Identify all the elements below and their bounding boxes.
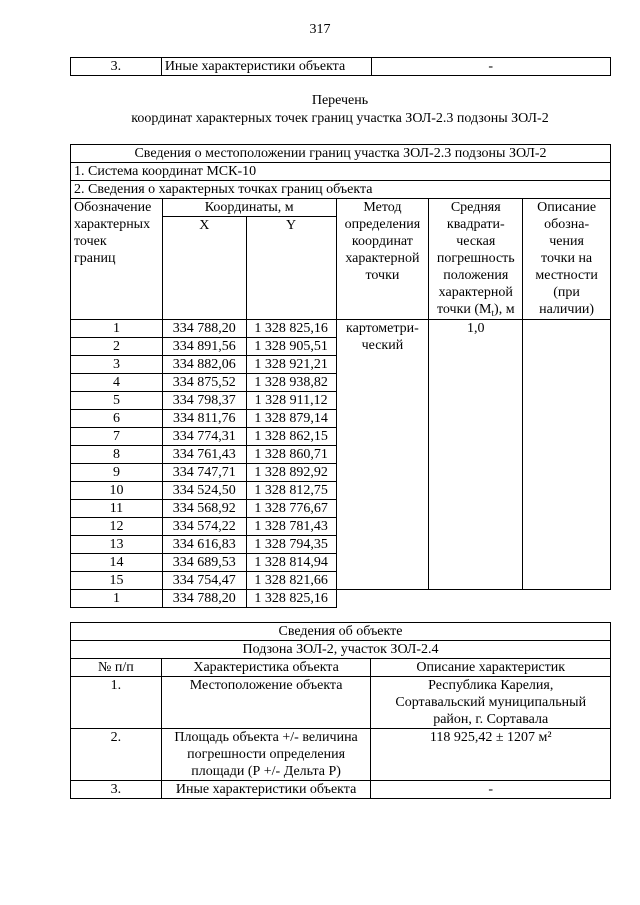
header-line: точки [365,268,400,283]
coord-y: 1 328 879,14 [246,410,336,428]
coord-x: 334 568,92 [162,500,246,518]
coord-x: 334 616,83 [162,536,246,554]
cell-line: 118 925,42 ± 1207 м² [429,730,552,745]
characteristic-cell [161,677,371,729]
table-row [71,729,611,781]
header-line: наличии) [539,302,595,317]
list-heading-line1: Перечень [311,93,369,108]
point-number: 8 [71,446,163,464]
coord-x: 334 761,43 [162,446,246,464]
object-table-title: Сведения об объекте [71,623,611,641]
table-row [71,677,611,729]
coord-x: 334 774,31 [162,428,246,446]
point-number: 5 [71,392,163,410]
coord-x: 334 754,47 [162,572,246,590]
cell-line: Сортавальский муниципальный [395,695,587,710]
cell-line: Республика Карелия, [428,678,554,693]
header-line: ческая [456,234,496,249]
header-designation [71,199,163,320]
coord-x: 334 891,56 [162,338,246,356]
error-value: 1,0 [429,320,523,590]
coord-x: 334 875,52 [162,374,246,392]
coord-y: 1 328 862,15 [246,428,336,446]
list-heading [70,92,610,128]
point-number: 1 [71,590,163,608]
coord-y: 1 328 860,71 [246,446,336,464]
point-number: 2 [71,338,163,356]
coord-y: 1 328 812,75 [246,482,336,500]
coord-x: 334 788,20 [162,320,246,338]
header-line: Средняя [450,200,501,215]
header-line: квадрати- [446,217,505,232]
method-line: ческий [361,338,404,353]
method-line: картометри- [346,321,419,336]
coordinate-rows [71,320,611,608]
row-number: 2. [71,729,162,781]
coord-x: 334 882,06 [162,356,246,374]
point-number: 10 [71,482,163,500]
point-number: 1 [71,320,163,338]
header-description: Описание характеристик [371,659,611,677]
point-number: 9 [71,464,163,482]
object-rows [71,677,611,799]
cell-line: Местоположение объекта [189,678,343,693]
characteristic-cell: Иные характеристики объекта [161,58,371,76]
header-characteristic: Характеристика объекта [161,659,371,677]
object-characteristics-table-top [70,57,611,76]
coord-x: 334 788,20 [162,590,246,608]
table-row [71,781,611,799]
row-number: 3. [71,58,162,76]
coord-x: 334 689,53 [162,554,246,572]
characteristic-cell [161,729,371,781]
description-cell [371,781,611,799]
description-cell: - [371,58,610,76]
cell-line: - [488,782,494,797]
cell-line: Иные характеристики объекта [175,782,357,797]
characteristic-cell [161,781,371,799]
header-row-number: № п/п [71,659,162,677]
coord-y: 1 328 825,16 [246,590,336,608]
header-text: точки (M [436,302,492,317]
page-number: 317 [309,22,331,37]
row-number: 3. [71,781,162,799]
header-method [336,199,429,320]
header-line: точек [74,234,107,249]
coord-x: 334 574,22 [162,518,246,536]
header-line: чения [549,234,584,249]
header-line: точки на [541,251,593,266]
coord-y: 1 328 911,12 [246,392,336,410]
point-number: 12 [71,518,163,536]
header-line: координат [351,234,413,249]
header-line: характерной [345,251,420,266]
coord-x: 334 798,37 [162,392,246,410]
description-value [523,320,611,590]
point-number: 7 [71,428,163,446]
coord-y: 1 328 905,51 [246,338,336,356]
method-value [336,320,429,590]
cell-line: погрешности определения [187,747,346,762]
header-line: Описание [537,200,597,215]
header-mean-error [429,199,523,320]
points-section-title: 2. Сведения о характерных точках границ объекта [71,181,611,199]
coordinates-table [70,144,611,608]
header-line: характерной [438,285,513,300]
header-line: обозна- [544,217,590,232]
point-number: 3 [71,356,163,374]
object-table-subtitle: Подзона ЗОЛ-2, участок ЗОЛ-2.4 [71,641,611,659]
header-coordinates: Координаты, м [162,199,336,217]
table-row [71,320,611,338]
header-line: Метод [363,200,402,215]
header-line: границ [74,251,116,266]
cell-line: район, г. Сортавала [433,712,549,727]
table-row [71,58,611,76]
coords-table-title: Сведения о местоположении границ участка ЗОЛ-2.3 подзоны ЗОЛ-2 [71,145,611,163]
coord-y: 1 328 814,94 [246,554,336,572]
table-row [71,590,611,608]
point-number: 11 [71,500,163,518]
subscript: t [491,308,495,318]
header-line: погрешность [436,251,515,266]
coord-x: 334 811,76 [162,410,246,428]
coordinate-system: 1. Система координат МСК-10 [71,163,611,181]
header-line: местности [535,268,598,283]
object-info-table [70,622,611,799]
coord-y: 1 328 781,43 [246,518,336,536]
header-line [432,301,519,319]
header-line: Обозначение [74,200,152,215]
header-line: характерных [74,217,151,232]
coord-y: 1 328 776,67 [246,500,336,518]
coord-x: 334 747,71 [162,464,246,482]
header-line: (при [553,285,580,300]
header-x: X [162,217,246,320]
description-cell [371,677,611,729]
list-heading-line2: координат характерных точек границ участка ЗОЛ-2.3 подзоны ЗОЛ-2 [131,111,549,126]
cell-line: площади (Р +/- Дельта Р) [191,764,341,779]
coord-y: 1 328 821,66 [246,572,336,590]
header-text: ), м [494,302,515,317]
coord-y: 1 328 938,82 [246,374,336,392]
header-point-description [523,199,611,320]
point-number: 14 [71,554,163,572]
cell-line: Площадь объекта +/- величина [174,730,358,745]
description-cell [371,729,611,781]
coord-x: 334 524,50 [162,482,246,500]
header-line: положения [443,268,509,283]
header-line: определения [344,217,421,232]
coord-y: 1 328 921,21 [246,356,336,374]
header-y: Y [246,217,336,320]
row-number: 1. [71,677,162,729]
coord-y: 1 328 825,16 [246,320,336,338]
coord-y: 1 328 794,35 [246,536,336,554]
coord-y: 1 328 892,92 [246,464,336,482]
point-number: 4 [71,374,163,392]
point-number: 13 [71,536,163,554]
point-number: 15 [71,572,163,590]
point-number: 6 [71,410,163,428]
